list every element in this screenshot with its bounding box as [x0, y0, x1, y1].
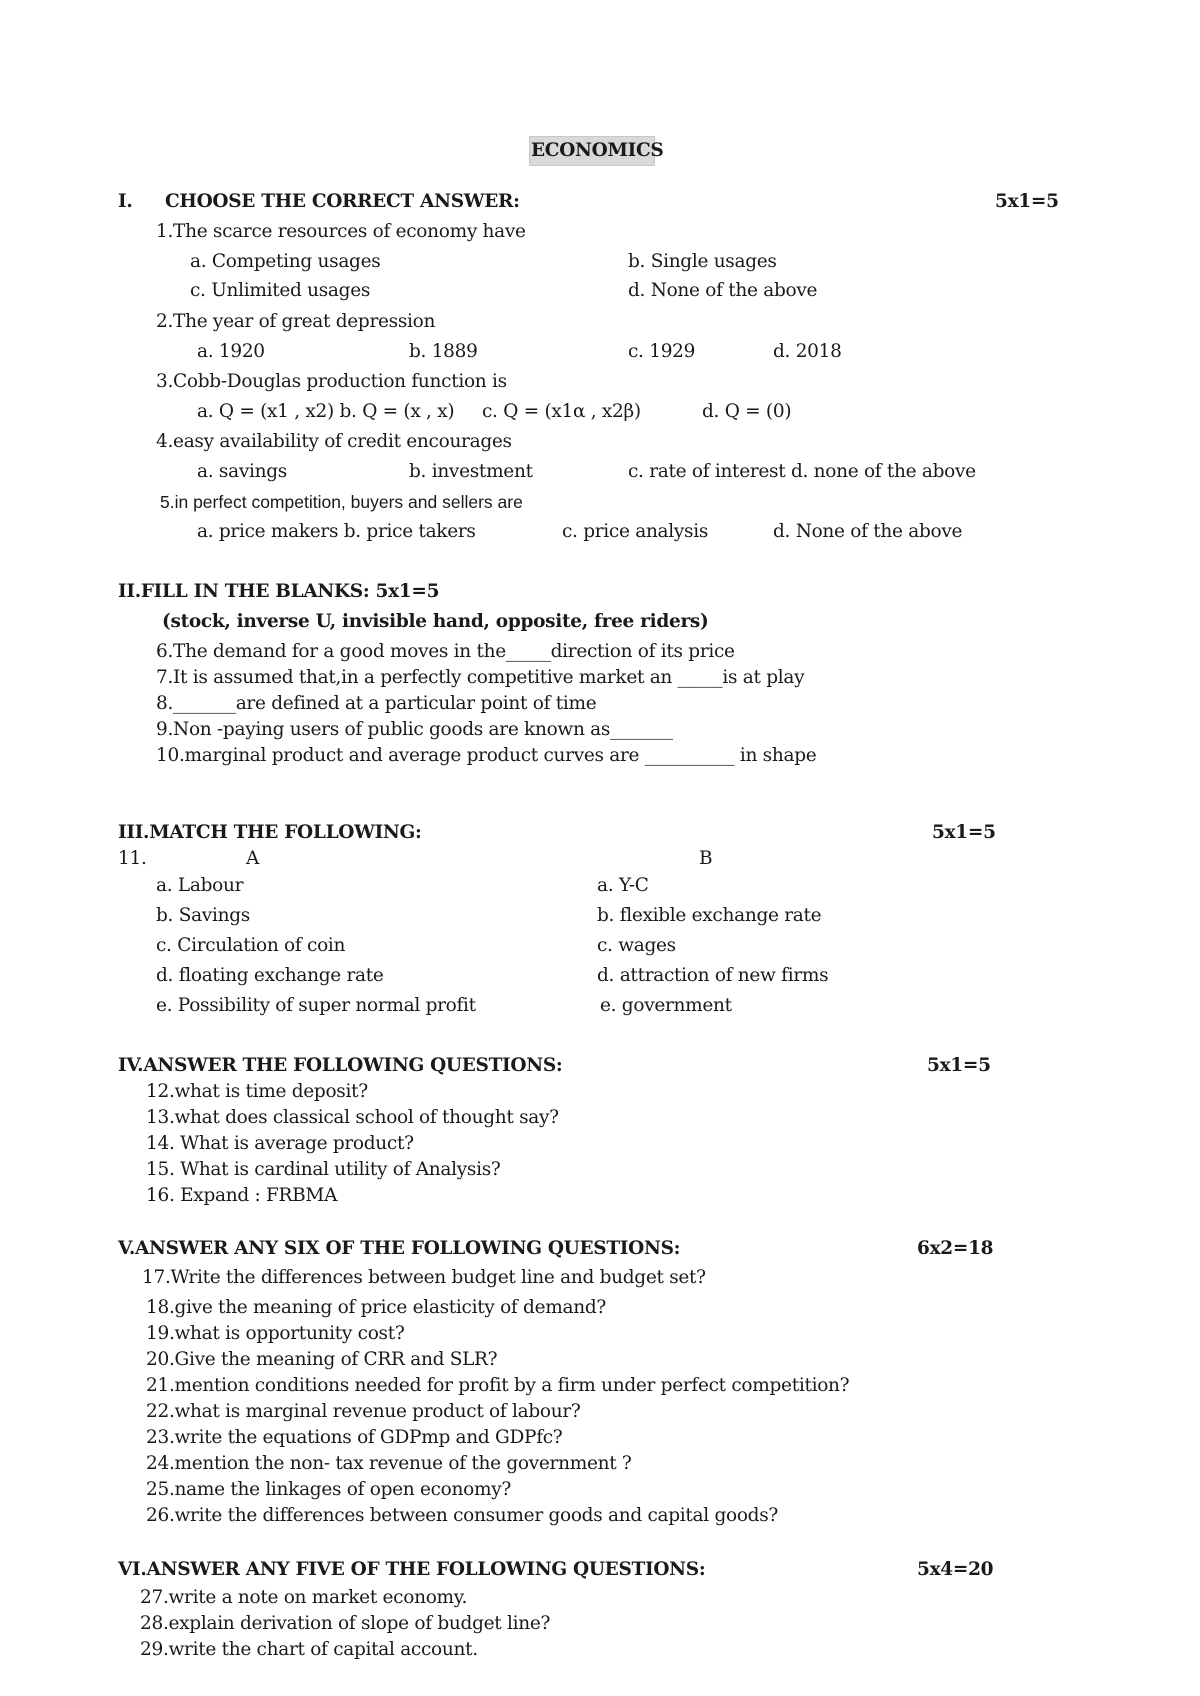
- match-a-item: e. Possibility of super normal profit: [156, 995, 476, 1016]
- question-22: 22.what is marginal revenue product of labour?: [146, 1401, 581, 1422]
- match-column-b-header: B: [699, 848, 713, 869]
- match-a-item: c. Circulation of coin: [156, 935, 346, 956]
- section-5-heading: V.ANSWER ANY SIX OF THE FOLLOWING QUESTIONS:: [118, 1238, 681, 1259]
- question-5: 5.in perfect competition, buyers and sellers are: [160, 492, 523, 512]
- question-4: 4.easy availability of credit encourages: [156, 431, 512, 452]
- question-27: 27.write a note on market economy.: [140, 1587, 468, 1608]
- section-6-marks: 5x4=20: [917, 1559, 994, 1580]
- q4-option-cd: c. rate of interest d. none of the above: [628, 461, 976, 482]
- q5-option-d: d. None of the above: [773, 521, 963, 542]
- q4-option-a: a. savings: [197, 461, 287, 482]
- q5-option-c: c. price analysis: [562, 521, 709, 542]
- q5-option-ab: a. price makers b. price takers: [197, 521, 476, 542]
- section-6-heading: VI.ANSWER ANY FIVE OF THE FOLLOWING QUESTIONS:: [118, 1559, 706, 1580]
- q1-option-a: a. Competing usages: [190, 251, 381, 272]
- section-4-heading: IV.ANSWER THE FOLLOWING QUESTIONS:: [118, 1055, 563, 1076]
- question-9: 9.Non -paying users of public goods are known as_______: [156, 719, 673, 740]
- match-a-item: d. floating exchange rate: [156, 965, 384, 986]
- section-1-number: I.: [118, 191, 133, 212]
- q1-option-d: d. None of the above: [628, 280, 818, 301]
- q2-option-d: d. 2018: [773, 341, 842, 362]
- question-6: 6.The demand for a good moves in the_____direction of its price: [156, 641, 735, 662]
- question-26: 26.write the differences between consumer goods and capital goods?: [146, 1505, 779, 1526]
- section-1-marks: 5x1=5: [995, 191, 1059, 212]
- question-24: 24.mention the non- tax revenue of the government ?: [146, 1453, 632, 1474]
- q3-option-c: c. Q = (x1α , x2β): [482, 401, 641, 422]
- question-14: 14. What is average product?: [146, 1133, 414, 1154]
- question-11-number: 11.: [118, 848, 147, 869]
- match-b-item: b. flexible exchange rate: [597, 905, 822, 926]
- question-10: 10.marginal product and average product curves are __________ in shape: [156, 745, 817, 766]
- match-b-item: e. government: [600, 995, 732, 1016]
- q3-option-d: d. Q = (0): [702, 401, 792, 422]
- question-12: 12.what is time deposit?: [146, 1081, 368, 1102]
- question-29: 29.write the chart of capital account.: [140, 1639, 478, 1660]
- question-13: 13.what does classical school of thought say?: [146, 1107, 559, 1128]
- q3-option-ab: a. Q = (x1 , x2) b. Q = (x , x): [197, 401, 455, 422]
- question-18: 18.give the meaning of price elasticity of demand?: [146, 1297, 606, 1318]
- fill-in-choices: (stock, inverse U, invisible hand, opposite, free riders): [162, 611, 709, 632]
- question-15: 15. What is cardinal utility of Analysis?: [146, 1159, 501, 1180]
- question-23: 23.write the equations of GDPmp and GDPfc?: [146, 1427, 563, 1448]
- section-5-marks: 6x2=18: [917, 1238, 994, 1259]
- question-28: 28.explain derivation of slope of budget line?: [140, 1613, 551, 1634]
- question-17: 17.Write the differences between budget line and budget set?: [142, 1267, 706, 1288]
- section-1-heading: CHOOSE THE CORRECT ANSWER:: [165, 191, 520, 212]
- q4-option-b: b. investment: [409, 461, 533, 482]
- question-2: 2.The year of great depression: [156, 311, 436, 332]
- section-2-heading: II.FILL IN THE BLANKS: 5x1=5: [118, 581, 440, 602]
- question-20: 20.Give the meaning of CRR and SLR?: [146, 1349, 498, 1370]
- question-8: 8._______are defined at a particular point of time: [156, 693, 597, 714]
- question-25: 25.name the linkages of open economy?: [146, 1479, 511, 1500]
- question-1: 1.The scarce resources of economy have: [156, 221, 526, 242]
- q1-option-b: b. Single usages: [628, 251, 777, 272]
- question-21: 21.mention conditions needed for profit by a firm under perfect competition?: [146, 1375, 850, 1396]
- q2-option-b: b. 1889: [409, 341, 478, 362]
- match-b-item: a. Y-C: [597, 875, 649, 896]
- match-a-item: b. Savings: [156, 905, 250, 926]
- match-a-item: a. Labour: [156, 875, 244, 896]
- q1-option-c: c. Unlimited usages: [190, 280, 371, 301]
- match-b-item: d. attraction of new firms: [597, 965, 829, 986]
- match-b-item: c. wages: [597, 935, 676, 956]
- section-3-heading: III.MATCH THE FOLLOWING:: [118, 822, 422, 843]
- page-title: ECONOMICS: [531, 140, 664, 161]
- question-16: 16. Expand : FRBMA: [146, 1185, 338, 1206]
- section-3-marks: 5x1=5: [932, 822, 996, 843]
- section-4-marks: 5x1=5: [927, 1055, 991, 1076]
- question-3: 3.Cobb-Douglas production function is: [156, 371, 507, 392]
- q2-option-c: c. 1929: [628, 341, 696, 362]
- question-19: 19.what is opportunity cost?: [146, 1323, 405, 1344]
- q2-option-a: a. 1920: [197, 341, 265, 362]
- question-7: 7.It is assumed that,in a perfectly competitive market an _____is at play: [156, 667, 805, 688]
- match-column-a-header: A: [246, 848, 260, 869]
